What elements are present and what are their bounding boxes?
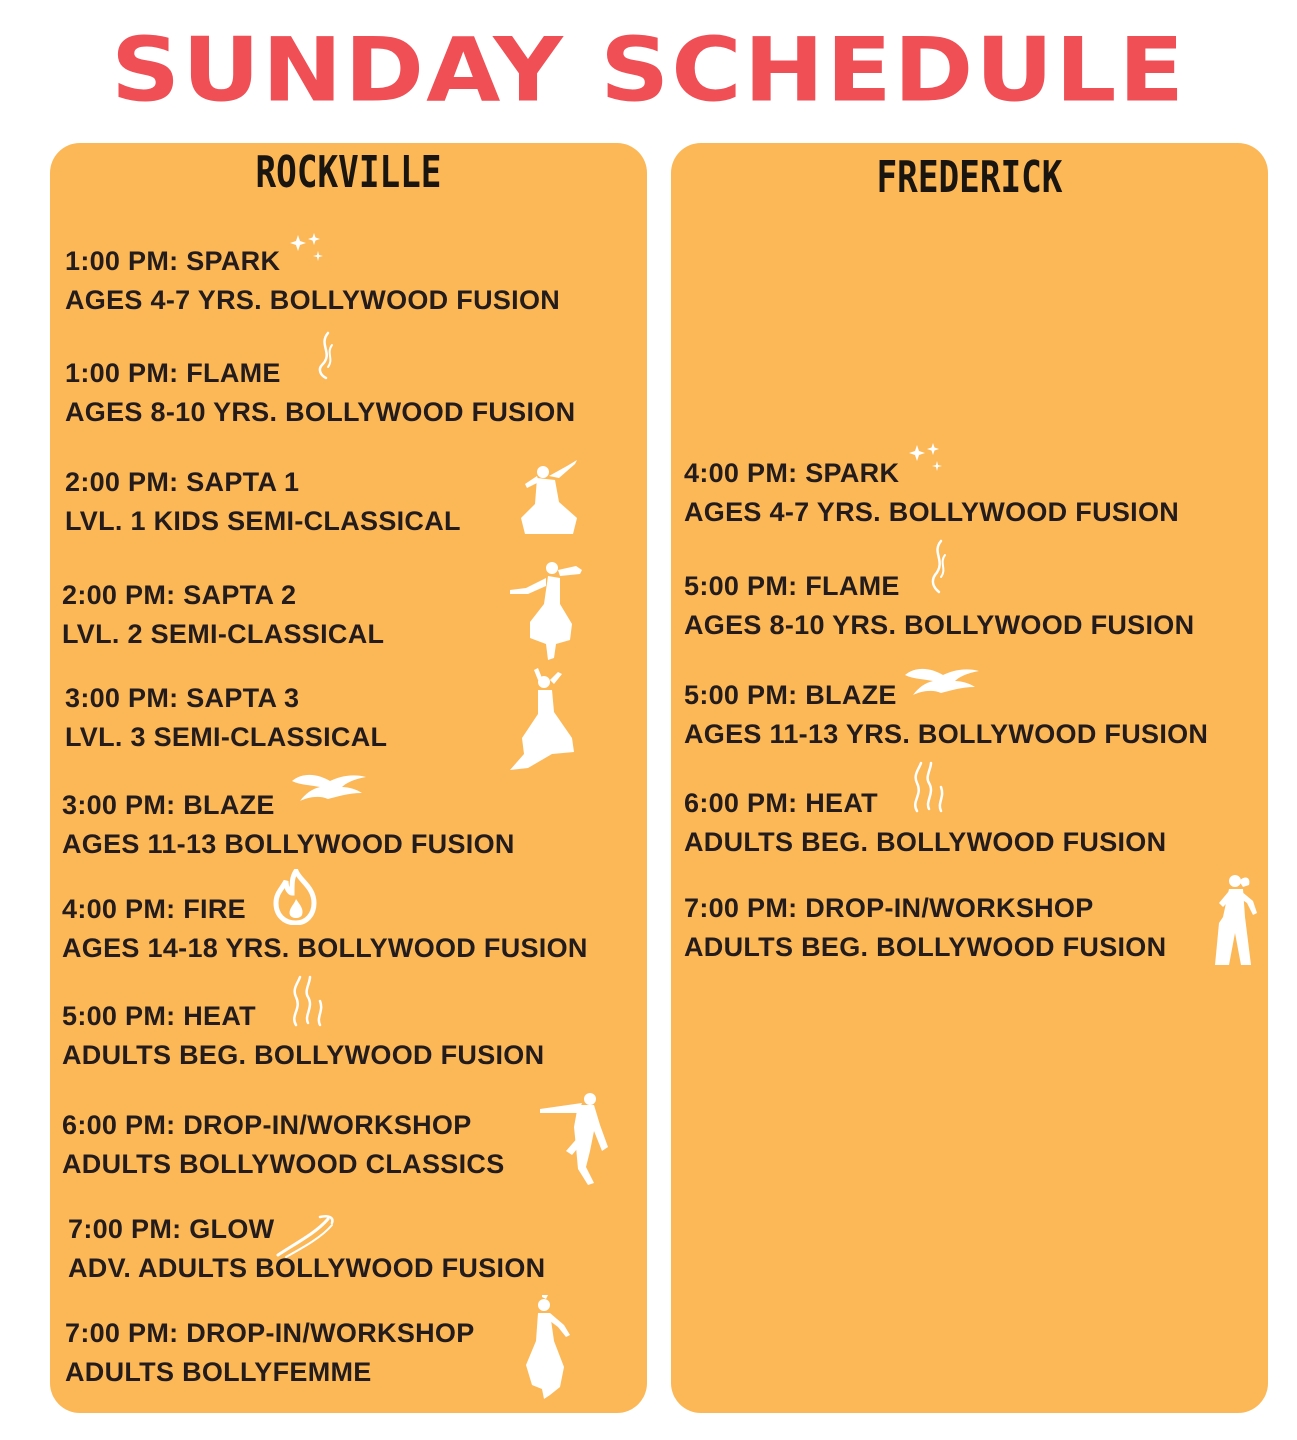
dancer-icon xyxy=(515,458,585,538)
class-time: 7:00 PM: DROP-IN/WORKSHOP xyxy=(684,893,1094,923)
class-entry xyxy=(62,1106,505,1184)
blaze-icon xyxy=(290,771,370,803)
class-detail: ADULTS BOLLYFEMME xyxy=(65,1357,372,1387)
fire-icon xyxy=(270,869,322,925)
class-entry xyxy=(684,889,1166,967)
class-time: 1:00 PM: FLAME xyxy=(65,358,281,388)
class-time: 3:00 PM: SAPTA 3 xyxy=(65,683,300,713)
class-entry xyxy=(65,463,461,541)
dancer-icon xyxy=(520,1295,576,1399)
class-time: 2:00 PM: SAPTA 1 xyxy=(65,467,300,497)
class-detail: AGES 11-13 BOLLYWOOD FUSION xyxy=(62,829,515,859)
class-entry xyxy=(62,786,515,864)
class-detail: AGES 4-7 YRS. BOLLYWOOD FUSION xyxy=(684,497,1180,527)
sparkle-icon xyxy=(907,441,947,475)
class-time: 5:00 PM: BLAZE xyxy=(684,680,897,710)
class-time: 3:00 PM: BLAZE xyxy=(62,790,275,820)
class-detail: AGES 11-13 YRS. BOLLYWOOD FUSION xyxy=(684,719,1209,749)
class-detail: ADULTS BEG. BOLLYWOOD FUSION xyxy=(684,827,1167,857)
flame-icon xyxy=(312,331,338,381)
dancer-icon xyxy=(508,668,580,774)
class-entry xyxy=(62,890,588,968)
dancer-icon xyxy=(1205,873,1259,969)
class-detail: LVL. 3 SEMI-CLASSICAL xyxy=(65,722,388,752)
location-title: FREDERICK xyxy=(876,152,1063,203)
location-title: ROCKVILLE xyxy=(255,147,442,198)
class-entry xyxy=(65,679,387,757)
class-entry xyxy=(62,576,384,654)
class-detail: ADULTS BOLLYWOOD CLASSICS xyxy=(62,1149,505,1179)
flame-icon xyxy=(925,539,951,595)
class-time: 4:00 PM: FIRE xyxy=(62,894,246,924)
class-detail: AGES 4-7 YRS. BOLLYWOOD FUSION xyxy=(65,285,561,315)
glow-icon xyxy=(276,1213,336,1259)
class-time: 4:00 PM: SPARK xyxy=(684,458,900,488)
dancer-icon xyxy=(508,558,584,662)
class-detail: LVL. 1 KIDS SEMI-CLASSICAL xyxy=(65,506,461,536)
class-time: 6:00 PM: DROP-IN/WORKSHOP xyxy=(62,1110,472,1140)
class-time: 5:00 PM: FLAME xyxy=(684,571,900,601)
class-detail: ADULTS BEG. BOLLYWOOD FUSION xyxy=(684,932,1167,962)
class-time: 1:00 PM: SPARK xyxy=(65,246,281,276)
class-detail: AGES 14-18 YRS. BOLLYWOOD FUSION xyxy=(62,933,588,963)
rockville-schedule-panel xyxy=(50,143,647,1413)
page-title: SUNDAY SCHEDULE xyxy=(110,18,1187,122)
class-entry xyxy=(65,1314,475,1392)
class-time: 7:00 PM: DROP-IN/WORKSHOP xyxy=(65,1318,475,1348)
heat-icon xyxy=(909,759,949,815)
blaze-icon xyxy=(903,665,983,697)
sparkle-icon xyxy=(288,231,328,265)
class-detail: AGES 8-10 YRS. BOLLYWOOD FUSION xyxy=(684,610,1195,640)
class-detail: ADULTS BEG. BOLLYWOOD FUSION xyxy=(62,1040,545,1070)
class-time: 6:00 PM: HEAT xyxy=(684,788,878,818)
class-detail: LVL. 2 SEMI-CLASSICAL xyxy=(62,619,385,649)
class-detail: ADV. ADULTS BOLLYWOOD FUSION xyxy=(68,1253,546,1283)
dancer-icon xyxy=(538,1091,610,1187)
heat-icon xyxy=(288,973,328,1029)
frederick-schedule-panel xyxy=(671,143,1268,1413)
class-detail: AGES 8-10 YRS. BOLLYWOOD FUSION xyxy=(65,397,576,427)
class-time: 5:00 PM: HEAT xyxy=(62,1001,256,1031)
class-time: 7:00 PM: GLOW xyxy=(68,1214,275,1244)
class-time: 2:00 PM: SAPTA 2 xyxy=(62,580,297,610)
